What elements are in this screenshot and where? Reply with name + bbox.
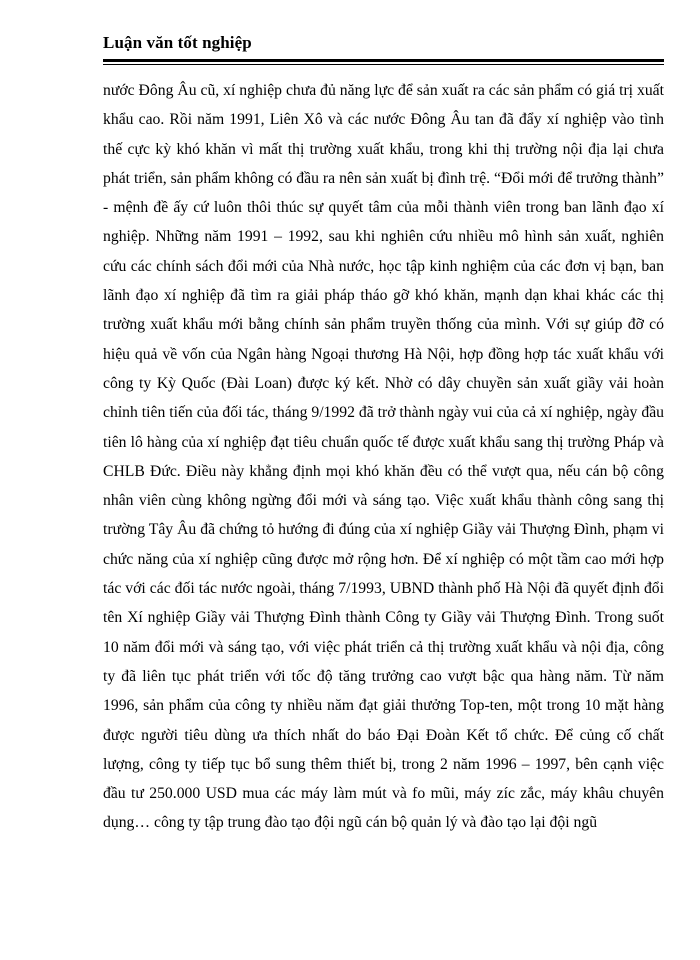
header-rule-thin: [103, 64, 664, 65]
header-rule-thick: [103, 59, 664, 62]
header-title: Luận văn tốt nghiệp: [103, 33, 252, 52]
page-header: [103, 33, 664, 53]
body-paragraph: nước Đông Âu cũ, xí nghiệp chưa đủ năng lực để sản xuất ra các sản phẩm có giá trị xuất khẩu cao. Rồi năm 1991, Liên Xô và các nước Đông Âu tan đã đẩy xí nghiệp vào tình thế cực kỳ khó khăn vì mất thị trường xuất khẩu, trong khi thị trường nội địa lại chưa phát triển, sản phẩm không có đầu ra nên sản xuất bị đình trệ. “Đổi mới để trưởng thành” - mệnh đề ấy cứ luôn thôi thúc sự quyết tâm của mỗi thành viên trong ban lãnh đạo xí nghiệp. Những năm 1991 – 1992, sau khi nghiên cứu nhiều mô hình sản xuất, nghiên cứu các chính sách đổi mới của Nhà nước, học tập kinh nghiệm của các đơn vị bạn, ban lãnh đạo xí nghiệp đã tìm ra giải pháp tháo gỡ khó khăn, mạnh dạn khai khác các thị trường xuất khẩu mới bằng chính sản phẩm truyền thống của mình. Với sự giúp đỡ có hiệu quả về vốn của Ngân hàng Ngoại thương Hà Nội, hợp đồng hợp tác xuất khẩu với công ty Kỳ Quốc (Đài Loan) được ký kết. Nhờ có dây chuyền sản xuất giầy vải hoàn chỉnh tiên tiến của đối tác, tháng 9/1992 đã trở thành ngày vui của cả xí nghiệp, ngày đầu tiên lô hàng của xí nghiệp đạt tiêu chuẩn quốc tế được xuất khẩu sang thị trường Pháp và CHLB Đức. Điều này khẳng định mọi khó khăn đều có thể vượt qua, nếu cán bộ công nhân viên cùng không ngừng đổi mới và sáng tạo. Việc xuất khẩu thành công sang thị trường Tây Âu đã chứng tỏ hướng đi đúng của xí nghiệp Giầy vải Thượng Đình, phạm vi chức năng của xí nghiệp cũng được mở rộng hơn. Để xí nghiệp có một tầm cao mới hợp tác với các đối tác nước ngoài, tháng 7/1993, UBND thành phố Hà Nội đã quyết định đổi tên Xí nghiệp Giầy vải Thượng Đình thành Công ty Giầy vải Thượng Đình. Trong suốt 10 năm đổi mới và sáng tạo, với việc phát triển cả thị trường xuất khẩu và nội địa, công ty đã liên tục phát triển với tốc độ tăng trưởng cao vượt bậc qua hàng năm. Từ năm 1996, sản phẩm của công ty nhiều năm đạt giải thưởng Top-ten, một trong 10 mặt hàng được người tiêu dùng ưa thích nhất do báo Đại Đoàn Kết tổ chức. Để củng cố chất lượng, công ty tiếp tục bổ sung thêm thiết bị, trong 2 năm 1996 – 1997, bên cạnh việc đầu tư 250.000 USD mua các máy làm mút và fo mũi, máy zíc zắc, máy khâu chuyên dụng… công ty tập trung đào tạo đội ngũ cán bộ quản lý và đào tạo lại đội ngũ: [103, 82, 664, 832]
